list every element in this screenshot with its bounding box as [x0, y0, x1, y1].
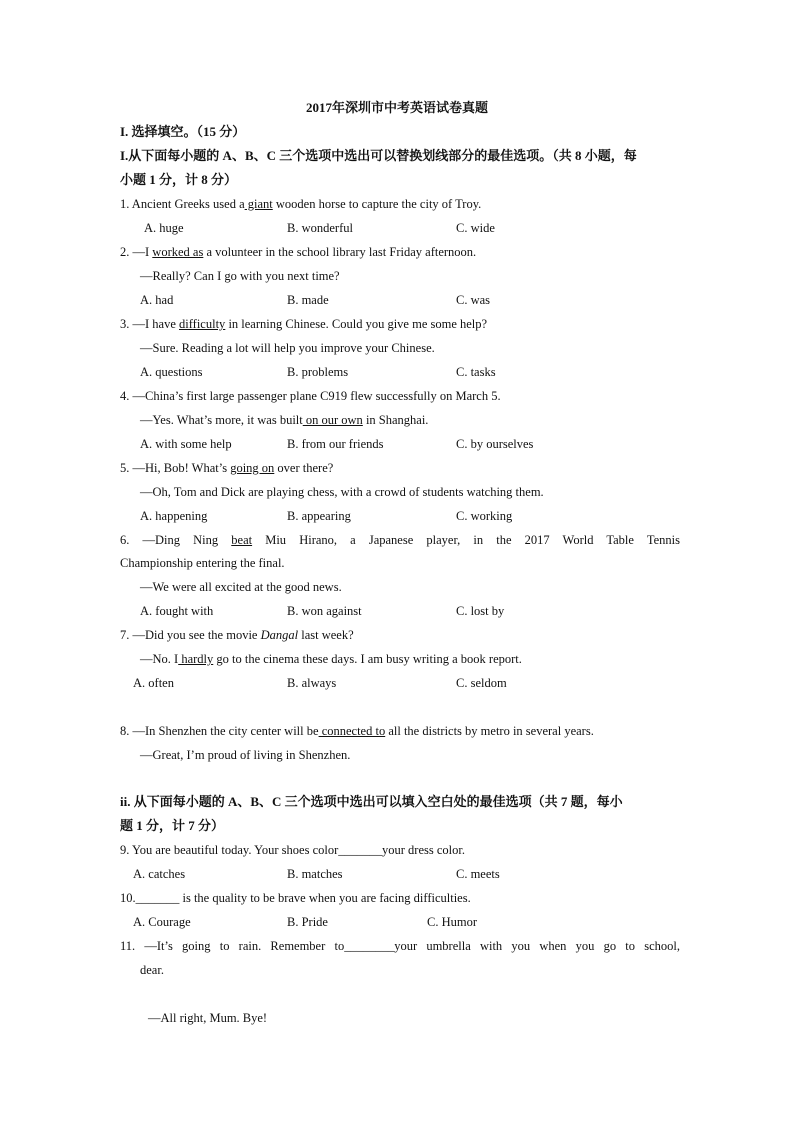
- underlined-word: giant: [244, 197, 273, 211]
- underlined-word: beat: [231, 533, 253, 547]
- option-b: B. matches: [287, 867, 343, 881]
- question-5-reply: —Oh, Tom and Dick are playing chess, with a crowd of students watching them.: [140, 485, 544, 499]
- option-c: C. by ourselves: [456, 437, 534, 451]
- question-2-stem: 2. —I worked as a volunteer in the school library last Friday afternoon.: [120, 245, 477, 259]
- question-8-stem: 8. —In Shenzhen the city center will be connected to all the districts by metro in several years.: [120, 724, 594, 738]
- question-9-stem: 9. You are beautiful today. Your shoes color_______your dress color.: [120, 843, 465, 857]
- section-heading: I. 选择填空。（15 分）: [120, 124, 246, 139]
- question-3-reply: —Sure. Reading a lot will help you improve your Chinese.: [140, 341, 435, 355]
- option-b: B. made: [287, 293, 329, 307]
- option-b: B. problems: [287, 365, 349, 379]
- option-a: A. fought with: [140, 604, 214, 618]
- option-a: A. Courage: [133, 915, 191, 929]
- page-title: 2017年深圳市中考英语试卷真题: [305, 100, 488, 115]
- option-c: C. Humor: [427, 915, 477, 929]
- underlined-word: worked as: [152, 245, 204, 259]
- question-11-stem-line2: dear.: [140, 963, 164, 977]
- question-11-reply: —All right, Mum. Bye!: [148, 1011, 268, 1025]
- option-b: B. wonderful: [287, 221, 353, 235]
- option-a: A. with some help: [140, 437, 232, 451]
- question-4-stem: 4. —China’s first large passenger plane C919 flew successfully on March 5.: [120, 389, 501, 403]
- question-2-reply: —Really? Can I go with you next time?: [140, 269, 340, 283]
- question-4-reply: —Yes. What’s more, it was built on our own in Shanghai.: [140, 413, 429, 427]
- question-6-stem: 6. —Ding Ning beat Miu Hirano, a Japanese player, in the 2017 World Table Tennis: [120, 533, 680, 547]
- question-5-stem: 5. —Hi, Bob! What’s going on over there?: [120, 461, 334, 475]
- option-b: B. appearing: [287, 509, 351, 523]
- option-c: C. was: [456, 293, 491, 307]
- option-a: A. huge: [144, 221, 184, 235]
- option-a: A. had: [140, 293, 174, 307]
- underlined-word: hardly: [178, 652, 214, 666]
- part-a-instruction-line2: 小题 1 分，计 8 分）: [120, 172, 238, 187]
- option-c: C. meets: [456, 867, 500, 881]
- part-a-instruction-line1: I.从下面每小题的 A、B、C 三个选项中选出可以替换划线部分的最佳选项。（共 8 小题，每: [120, 148, 637, 163]
- question-8-reply: —Great, I’m proud of living in Shenzhen.: [140, 748, 351, 762]
- option-c: C. wide: [456, 221, 495, 235]
- part-b-instruction-line1: ii. 从下面每小题的 A、B、C 三个选项中选出可以填入空白处的最佳选项（共 7 题，每小: [120, 794, 623, 809]
- question-6-stem-line2: Championship entering the final.: [120, 556, 285, 570]
- option-c: C. working: [456, 509, 513, 523]
- option-a: A. catches: [133, 867, 186, 881]
- option-b: B. from our friends: [287, 437, 384, 451]
- question-1-stem: 1. Ancient Greeks used a giant wooden horse to capture the city of Troy.: [120, 197, 482, 211]
- option-c: C. lost by: [456, 604, 505, 618]
- question-6-reply: —We were all excited at the good news.: [140, 580, 342, 594]
- question-7-reply: —No. I hardly go to the cinema these days. I am busy writing a book report.: [140, 652, 522, 666]
- movie-title: Dangal: [260, 628, 299, 642]
- part-b-instruction-line2: 题 1 分，计 7 分）: [120, 818, 225, 833]
- question-11-stem: 11. —It’s going to rain. Remember to________your umbrella with you when you go to school,: [120, 939, 680, 953]
- underlined-word: connected to: [318, 724, 386, 738]
- question-7-stem: 7. —Did you see the movie Dangal last week?: [120, 628, 354, 642]
- question-10-stem: 10._______ is the quality to be brave when you are facing difficulties.: [120, 891, 471, 905]
- option-b: B. won against: [287, 604, 362, 618]
- option-b: B. Pride: [287, 915, 328, 929]
- option-c: C. seldom: [456, 676, 507, 690]
- option-b: B. always: [287, 676, 337, 690]
- option-a: A. questions: [140, 365, 203, 379]
- underlined-word: on our own: [302, 413, 363, 427]
- option-a: A. happening: [140, 509, 208, 523]
- question-3-stem: 3. —I have difficulty in learning Chinese. Could you give me some help?: [120, 317, 488, 331]
- underlined-word: going on: [230, 461, 275, 475]
- underlined-word: difficulty: [179, 317, 226, 331]
- option-a: A. often: [133, 676, 174, 690]
- option-c: C. tasks: [456, 365, 496, 379]
